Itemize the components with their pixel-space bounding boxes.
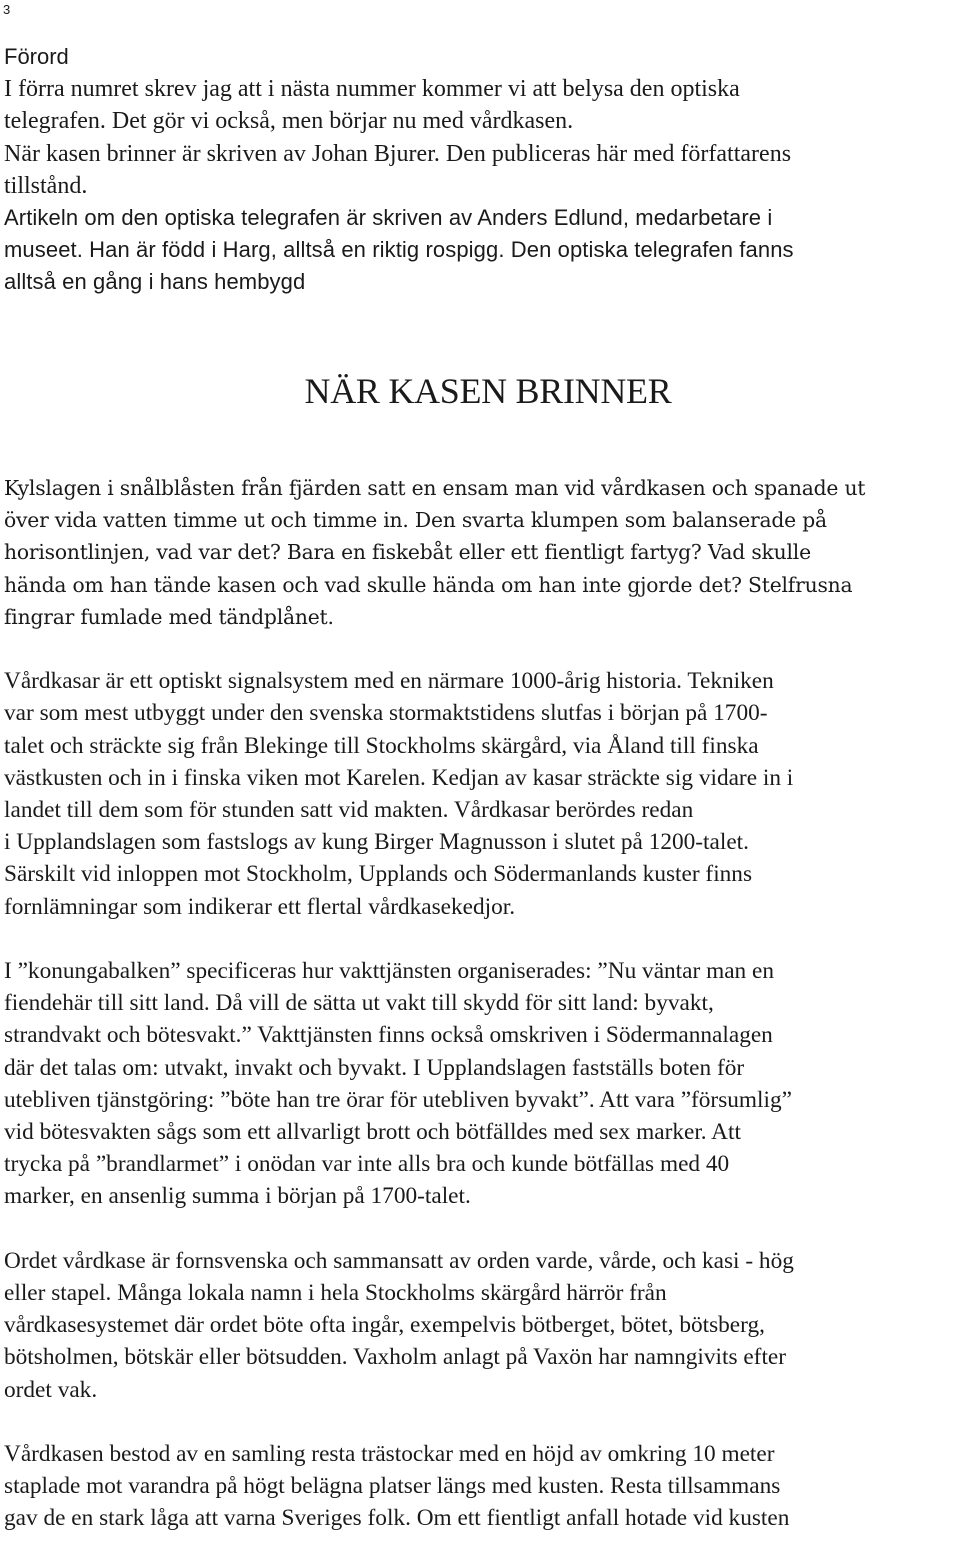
article-paragraph-5	[4, 1438, 960, 1535]
paragraph-line: talet och sträckte sig från Blekinge till Stockholms skärgård, via Åland till finska	[4, 732, 759, 759]
paragraph-line: ordet vak.	[4, 1376, 98, 1403]
paragraph-line: gav de en stark låga att varna Sveriges folk. Om ett fientligt anfall hotade vid kusten	[4, 1505, 790, 1532]
paragraph-line: Särskilt vid inloppen mot Stockholm, Upplands och Södermanlands kuster finns	[4, 861, 753, 888]
article-paragraph-4	[4, 1245, 960, 1406]
paragraph-line: eller stapel. Många lokala namn i hela Stockholms skärgård härrör från	[4, 1280, 667, 1307]
foreword-line: tillstånd.	[4, 172, 88, 199]
foreword-line: I förra numret skrev jag att i nästa nummer kommer vi att belysa den optiska	[4, 76, 740, 103]
paragraph-line: bötsholmen, bötskär eller bötsudden. Vaxholm anlagt på Vaxön har namngivits efter	[4, 1344, 787, 1371]
paragraph-line: horisontlinjen, vad var det? Bara en fiskebåt eller ett fientligt fartyg? Vad skulle	[4, 540, 811, 565]
paragraph-line: hända om han tände kasen och vad skulle hända om han inte gjorde det? Stelfrusna	[4, 572, 853, 597]
paragraph-line: över vida vatten timme ut och timme in. Den svarta klumpen som balanserade på	[4, 508, 827, 533]
foreword-line-mixed	[4, 234, 956, 266]
paragraph-line: Ordet vårdkase är fornsvenska och sammansatt av orden varde, vårde, och kasi - hög	[4, 1247, 794, 1274]
article-paragraph-2	[4, 665, 960, 923]
paragraph-line: i Upplandslagen som fastslogs av kung Birger Magnusson i slutet på 1200-talet.	[4, 829, 749, 856]
paragraph-line: staplade mot varandra på högt belägna platser längs med kusten. Resta tillsammans	[4, 1473, 781, 1500]
foreword-line-part: Den optiska telegrafen fanns	[504, 237, 794, 263]
foreword-line: När kasen brinner är skriven av Johan Bjurer. Den publiceras här med författarens	[4, 140, 792, 167]
paragraph-line: västkusten och in i finska viken mot Karelen. Kedjan av kasar sträckte sig vidare in i	[4, 764, 794, 791]
article-body	[4, 472, 960, 1567]
paragraph-line: Vårdkasar är ett optiskt signalsystem med en närmare 1000-årig historia. Tekniken	[4, 668, 774, 695]
paragraph-line: trycka på ”brandlarmet” i onödan var inte alls bra och kunde bötfällas med 40	[4, 1151, 730, 1178]
paragraph-line: vid bötesvakten sågs som ett allvarligt brott och bötfälldes med sex marker. Att	[4, 1119, 741, 1146]
paragraph-line: I ”konungabalken” specificeras hur vakttjänsten organiserades: ”Nu väntar man en	[4, 958, 775, 985]
paragraph-line: strandvakt och bötesvakt.” Vakttjänsten finns också omskriven i Södermannalagen	[4, 1022, 773, 1049]
foreword-line: Artikeln om den optiska telegrafen är skriven av Anders Edlund, medarbetare i	[4, 205, 773, 231]
paragraph-line: där det talas om: utvakt, invakt och byvakt. I Upplandslagen fastställs boten för	[4, 1054, 745, 1081]
paragraph-line: utebliven tjänstgöring: ”böte han tre örar för utebliven byvakt”. Att vara ”försumlig”	[4, 1086, 792, 1113]
foreword-heading: Förord	[4, 44, 69, 69]
foreword-line-part: museet. Han är född i Harg, alltså en riktig rospigg.	[4, 237, 505, 263]
paragraph-line: Vårdkasen bestod av en samling resta trästockar med en höjd av omkring 10 meter	[4, 1441, 775, 1468]
paragraph-line: marker, en ansenlig summa i början på 1700-talet.	[4, 1183, 471, 1210]
paragraph-line: fingrar fumlade med tändplånet.	[4, 604, 334, 629]
article-paragraph-3	[4, 955, 960, 1213]
article-paragraph-1	[4, 472, 960, 633]
paragraph-line: Kylslagen i snålblåsten från fjärden satt en ensam man vid vårdkasen och spanade ut	[4, 476, 866, 500]
paragraph-line: var som mest utbyggt under den svenska stormaktstidens slutfas i början på 1700-	[4, 700, 768, 727]
foreword-section	[4, 41, 956, 299]
article-title: NÄR KASEN BRINNER	[304, 371, 672, 411]
paragraph-line: landet till dem som för stunden satt vid makten. Vårdkasar berördes redan	[4, 797, 694, 824]
paragraph-line: vårdkasesystemet där ordet böte ofta ingår, exempelvis bötberget, bötet, bötsberg,	[4, 1312, 765, 1339]
page-number: 3	[3, 2, 11, 17]
paragraph-line: fornlämningar som indikerar ett flertal vårdkasekedjor.	[4, 893, 516, 920]
foreword-line: alltså en gång i hans hembygd	[4, 269, 306, 295]
foreword-line: telegrafen. Det gör vi också, men börjar nu med vårdkasen.	[4, 108, 574, 135]
paragraph-line: fiendehär till sitt land. Då vill de sätta ut vakt till skydd för sitt land: byvakt,	[4, 990, 714, 1017]
